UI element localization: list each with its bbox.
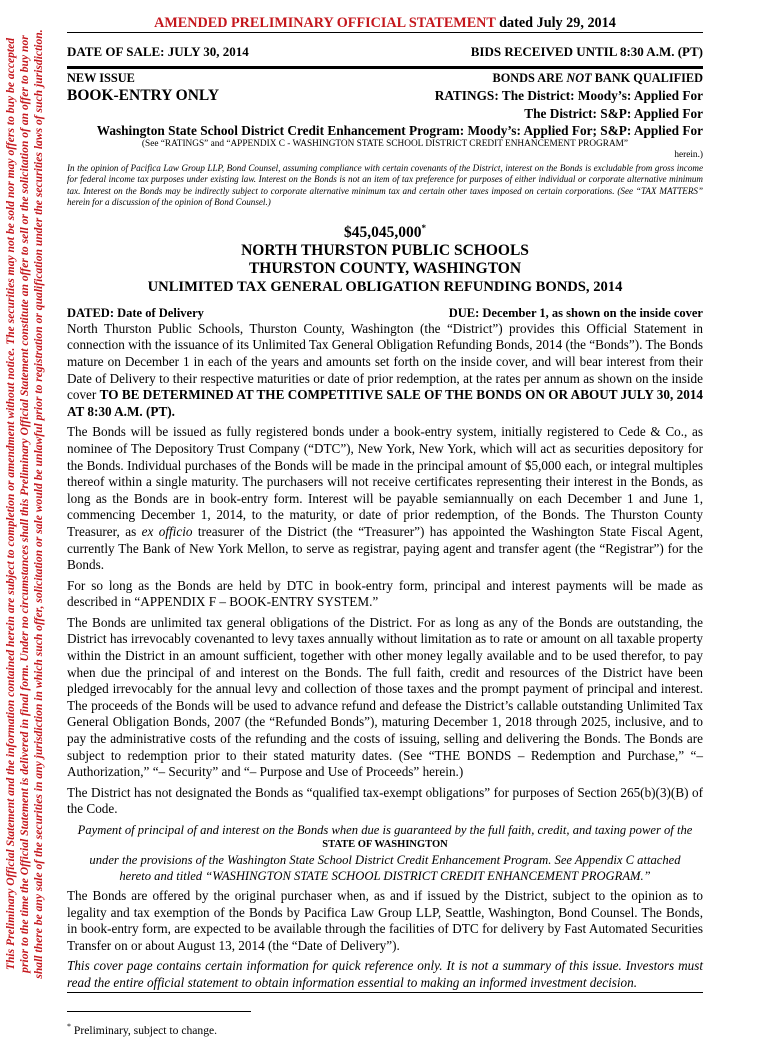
side-disclaimer [4,0,58,1016]
footnote [67,1020,703,1037]
guarantee-line-2: under the provisions of the Washington State School District Credit Enhancement Program. See Appendix C attached [89,853,681,867]
date-of-sale: DATE OF SALE: JULY 30, 2014 [67,44,249,59]
amended-date: dated July 29, 2014 [499,15,616,31]
ratings-note-end: herein.) [674,150,703,160]
sale-row [67,33,703,66]
paragraph-book-entry [67,424,703,573]
side-disclaimer-line: prior to the time the Official Statement is delivered in final form. Under no circumstances shall this Preliminary Official Statement constitute an offer to sell or the solicitation of an offer to buy nor [18,35,31,973]
paragraph-tax-exempt: The District has not designated the Bonds as “qualified tax-exempt obligations” for purposes of Section 265(b)(3)(B) of the Code. [67,784,703,817]
title-block [67,219,703,296]
side-disclaimer-line: This Preliminary Official Statement and the information contained herein are subject to completion or amendment without notice. The securities may not be sold nor may offers to buy be accepted [4,37,17,971]
tax-opinion: In the opinion of Pacifica Law Group LLP, Bond Counsel, assuming compliance with certain covenants of the District, interest on the Bonds is excludable from gross income for federal income tax purposes under existing law. Interest on the Bonds is not an item of tax preference for purposes of either individual or corporate alternative minimum tax. Interest on the Bonds may be indirectly subject to corporate alternative minimum tax and certain other taxes imposed on certain corporations. (See “TAX MATTERS” herein for a discussion of the opinion of Bond Counsel.) [67,163,703,208]
paragraph-text: treasurer of the District (the “Treasurer”) has appointed the Washington State Fiscal Agent, currently The Bank of New York Mellon, to serve as registrar, paying agent and transfer agent (the “Registrar”) for the Bonds. [67,523,704,573]
book-entry-row [67,86,703,105]
cover-page [67,14,703,1037]
amended-heading [67,14,703,32]
bank-qualified-not: NOT [566,71,592,85]
dated-right: DUE: December 1, as shown on the inside cover [448,305,703,320]
ratings-line-2: The District: S&P: Applied For [524,106,703,121]
footnote-divider [67,1011,251,1012]
ratings-note [67,139,703,161]
dated-left: DATED: Date of Delivery [67,305,204,320]
bond-series-title: UNLIMITED TAX GENERAL OBLIGATION REFUNDING BONDS, 2014 [147,278,623,295]
divider [67,66,703,69]
bids-received: BIDS RECEIVED UNTIL 8:30 A.M. (PT) [470,44,703,59]
bond-amount [67,219,703,242]
paragraph-security: The Bonds are unlimited tax general obligations of the District. For as long as any of the Bonds are outstanding, the District has irrevocably covenanted to levy taxes annually without limitation as to rate or amount on all taxable property within the District in an amount sufficient, together with other money legally available and to be used therefor, to pay when due the principal of and interest on the Bonds. The full faith, credit and resources of the District have been pledged irrevocably for the annual levy and collection of those taxes and the prompt payment of principal and interest. The proceeds of the Bonds will be used to advance refund and defease the District’s callable outstanding Unlimited Tax General Obligation Bonds, 2007 (the “Refunded Bonds”), maturing December 1, 2018 through 2025, inclusive, and to pay the administrative costs of the refunding and the costs of issuing, selling and delivering the Bonds. The Bonds are subject to redemption prior to their stated maturity dates. (See “THE BONDS – Redemption and Purchase,” “– Authorization,” “– Security” and “– Purpose and Use of Proceeds” herein.) [67,614,703,780]
footnote-text: Preliminary, subject to change. [73,1023,218,1037]
side-disclaimer-line: shall there be any sale of the securities in any jurisdiction in which such offer, solicitation or sale would be unlawful prior to registration or qualification under the securities laws of such jurisdiction. [32,29,45,979]
ratings-line-3: Washington State School District Credit Enhancement Program: Moody’s: Applied For; S&P: Applied For [96,123,703,138]
paragraph-dtc: For so long as the Bonds are held by DTC in book-entry form, principal and interest payments will be made as described in “APPENDIX F – BOOK-ENTRY SYSTEM.” [67,577,703,610]
bank-qualified [493,71,703,86]
county-name: THURSTON COUNTY, WASHINGTON [248,259,522,277]
footnote-marker: * [421,222,426,233]
issue-row [67,71,703,86]
paragraph-text: North Thurston Public Schools, Thurston County, Washington (the “District”) provides this Official Statement in connection with the issuance of its Unlimited Tax General Obligation Refunding Bonds, 2014 (the “Bonds”). The Bonds mature on December 1 in each of the years and amounts set forth on the inside cover, and will bear interest from their Date of Delivery to their respective maturities or date of prior redemption, at the rates per annum as shown on the inside cover [67,320,703,403]
footnote-mark: * [67,1021,71,1031]
paragraph-introduction [67,321,703,421]
book-entry-only: BOOK-ENTRY ONLY [67,87,220,104]
ratings-note-text: (See “RATINGS” and “APPENDIX C - WASHINGTON STATE SCHOOL DISTRICT CREDIT ENHANCEMENT PROGRAM” [141,139,629,149]
ratings-line-1: RATINGS: The District: Moody’s: Applied For [434,88,703,103]
guarantee-line-3: hereto and titled “WASHINGTON STATE SCHOOL DISTRICT CREDIT ENHANCEMENT PROGRAM.” [119,869,651,883]
new-issue: NEW ISSUE [67,71,135,85]
paragraph-text: The Bonds will be issued as fully registered bonds under a book-entry system, initially registered to Cede & Co., as nominee of The Depository Trust Company (“DTC”), New York, New York, which will act as securities depository for the Bonds. Individual purchases of the Bonds will be made in the principal amount of $5,000 each, or integral multiples thereof within a single maturity. The purchasers will not receive certificates representing their interest in the Bonds, as long as the Bonds are in book-entry form. Interest will be payable semiannually on each December 1 and June 1, commencing December 1, 2014, to the maturity, or date of prior redemption, of the Bonds. The Thurston County Treasurer, as [67,424,703,539]
dated-row [67,306,703,321]
ex-officio: ex officio [141,523,193,539]
bond-amount-value: $45,045,000 [344,223,422,241]
state-of-washington: STATE OF WASHINGTON [322,839,448,850]
amended-title: AMENDED PRELIMINARY OFFICIAL STATEMENT [154,15,496,31]
issuer-name: NORTH THURSTON PUBLIC SCHOOLS [241,241,529,259]
guarantee-block [67,822,703,884]
paragraph-offering: The Bonds are offered by the original purchaser when, as and if issued by the District, subject to the opinion as to legality and tax exemption of the Bonds by Pacifica Law Group LLP, Seattle, Washington, Bond Counsel. The Bonds, in book-entry form, are expected to be available through the facilities of DTC for delivery by Fast Automated Securities Transfer on or about August 13, 2014 (the “Date of Delivery”). [67,888,703,953]
sale-timing-bold: TO BE DETERMINED AT THE COMPETITIVE SALE OF THE BONDS ON OR ABOUT JULY 30, 2014 AT 8:30 A.M. (PT). [67,387,704,419]
paragraph-cover-notice: This cover page contains certain information for quick reference only. It is not a summary of this issue. Investors must read the entire official statement to obtain information essential to making an informed investment decision. [67,958,703,992]
bank-qualified-pre: BONDS ARE [492,71,567,85]
guarantee-line-1: Payment of principal of and interest on the Bonds when due is guaranteed by the full faith, credit, and taxing power of the [77,823,693,837]
bank-qualified-post: BANK QUALIFIED [591,71,703,85]
